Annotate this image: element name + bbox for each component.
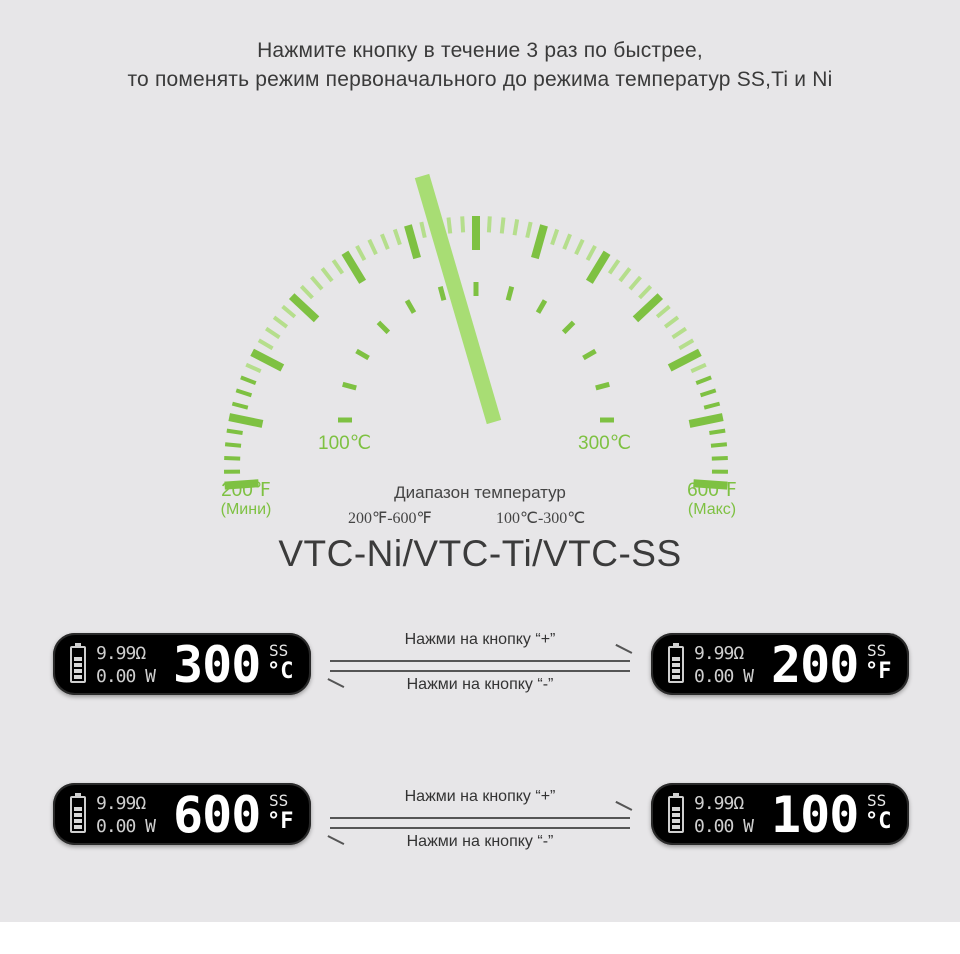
- battery-icon: [70, 646, 86, 683]
- range-celsius: 100℃-300℃: [496, 510, 586, 527]
- arrow-left: [330, 670, 630, 672]
- outer-minor-tick: [640, 286, 651, 298]
- outer-minor-tick: [274, 317, 287, 327]
- outer-minor-tick: [620, 268, 630, 281]
- outer-max-label: 600℉: [687, 480, 737, 501]
- outer-minor-tick: [576, 240, 583, 254]
- outer-min-label: 200℉: [221, 480, 271, 501]
- inner-tick: [583, 351, 595, 358]
- unit-label: °F: [865, 659, 892, 684]
- inner-tick: [538, 300, 545, 312]
- outer-minor-tick: [312, 277, 322, 289]
- display-200f: [651, 633, 909, 695]
- bottom-strip: [0, 922, 960, 954]
- inner-tick: [440, 287, 444, 301]
- power-readout: 0.00 W: [96, 666, 156, 687]
- outer-minor-tick: [588, 246, 596, 260]
- outer-minor-tick: [665, 317, 678, 327]
- power-readout: 0.00 W: [694, 666, 754, 687]
- outer-minor-tick: [369, 240, 376, 254]
- instruction-line-2: то поменять режим первоначального до режима температур SS,Ti и Ni: [127, 68, 833, 91]
- resistance-readout: 9.99Ω: [96, 793, 146, 814]
- outer-minor-tick: [283, 306, 295, 316]
- minus-instruction: Нажми на кнопку “-”: [406, 833, 554, 850]
- outer-minor-tick: [322, 268, 332, 281]
- outer-minor-tick: [301, 286, 312, 298]
- outer-minor-tick: [462, 216, 463, 232]
- outer-major-tick: [252, 352, 282, 368]
- outer-major-tick: [670, 352, 700, 368]
- outer-minor-tick: [246, 365, 261, 372]
- outer-minor-tick: [421, 222, 424, 238]
- plus-instruction: Нажми на кнопку “+”: [404, 631, 556, 648]
- gauge-needle: [422, 176, 494, 422]
- outer-major-tick: [535, 225, 544, 258]
- temperature-value: 200: [771, 636, 859, 694]
- outer-minor-tick: [673, 329, 686, 338]
- inner-tick: [356, 351, 368, 358]
- outer-major-tick: [408, 225, 417, 258]
- outer-minor-tick: [241, 377, 256, 383]
- resistance-readout: 9.99Ω: [694, 643, 744, 664]
- inner-tick: [564, 322, 574, 332]
- material-label: SS: [867, 641, 887, 660]
- outer-minor-tick: [704, 404, 719, 408]
- outer-minor-tick: [515, 219, 518, 235]
- outer-minor-tick: [564, 234, 570, 249]
- outer-minor-tick: [502, 218, 504, 234]
- unit-label: °C: [865, 809, 892, 834]
- outer-minor-tick: [691, 365, 706, 372]
- inner-tick: [407, 300, 414, 312]
- outer-minor-tick: [696, 377, 711, 383]
- inner-tick: [343, 384, 357, 388]
- outer-minor-tick: [357, 246, 365, 260]
- arrow-left: [330, 827, 630, 829]
- outer-minor-tick: [333, 260, 342, 273]
- unit-label: °F: [267, 809, 294, 834]
- arrow-right: [330, 660, 630, 662]
- outer-minor-tick: [448, 218, 450, 234]
- unit-label: °C: [267, 659, 294, 684]
- outer-minor-tick: [527, 222, 530, 238]
- outer-minor-tick: [610, 260, 619, 273]
- outer-major-tick: [229, 417, 262, 424]
- display-300c: [53, 633, 311, 695]
- resistance-readout: 9.99Ω: [694, 793, 744, 814]
- display-100c: [651, 783, 909, 845]
- minus-instruction: Нажми на кнопку “-”: [406, 676, 554, 693]
- outer-major-tick: [689, 417, 722, 424]
- resistance-readout: 9.99Ω: [96, 643, 146, 664]
- outer-minor-tick: [679, 340, 693, 348]
- outer-minor-tick: [259, 340, 273, 348]
- outer-minor-tick: [630, 277, 640, 289]
- inner-min-label: 100℃: [318, 433, 372, 454]
- arrow-right: [330, 817, 630, 819]
- material-label: SS: [269, 791, 289, 810]
- material-label: SS: [269, 641, 289, 660]
- outer-minor-tick: [227, 431, 243, 433]
- outer-minor-tick: [382, 234, 388, 249]
- plus-instruction: Нажми на кнопку “+”: [404, 788, 556, 805]
- inner-tick: [508, 287, 512, 301]
- battery-icon: [668, 646, 684, 683]
- outer-minor-tick: [266, 329, 279, 338]
- outer-minor-tick: [224, 458, 240, 459]
- temperature-value: 600: [173, 786, 261, 844]
- outer-minor-tick: [701, 390, 716, 395]
- model-title: VTC-Ni/VTC-Ti/VTC-SS: [278, 533, 682, 574]
- battery-icon: [70, 796, 86, 833]
- display-600f: [53, 783, 311, 845]
- power-readout: 0.00 W: [694, 816, 754, 837]
- outer-minor-tick: [232, 404, 247, 408]
- inner-tick: [596, 384, 610, 388]
- inner-tick: [378, 322, 388, 332]
- outer-minor-tick: [657, 306, 669, 316]
- range-fahrenheit: 200℉-600℉: [348, 510, 432, 527]
- power-readout: 0.00 W: [96, 816, 156, 837]
- outer-minor-tick: [395, 229, 400, 244]
- temperature-value: 300: [173, 636, 261, 694]
- outer-minor-tick: [709, 431, 725, 433]
- outer-major-tick: [345, 253, 363, 282]
- range-title: Диапазон температур: [394, 483, 566, 502]
- instruction-line-1: Нажмите кнопку в течение 3 раз по быстрее,: [257, 39, 703, 62]
- outer-minor-tick: [489, 216, 490, 232]
- outer-minor-tick: [711, 444, 727, 446]
- outer-min-sublabel: (Мини): [220, 501, 272, 518]
- temperature-value: 100: [771, 786, 859, 844]
- outer-minor-tick: [552, 229, 557, 244]
- battery-icon: [668, 796, 684, 833]
- outer-minor-tick: [236, 390, 251, 395]
- outer-max-sublabel: (Макс): [687, 501, 737, 518]
- inner-max-label: 300℃: [578, 433, 632, 454]
- outer-major-tick: [589, 253, 607, 282]
- outer-minor-tick: [712, 458, 728, 459]
- material-label: SS: [867, 791, 887, 810]
- outer-minor-tick: [225, 444, 241, 446]
